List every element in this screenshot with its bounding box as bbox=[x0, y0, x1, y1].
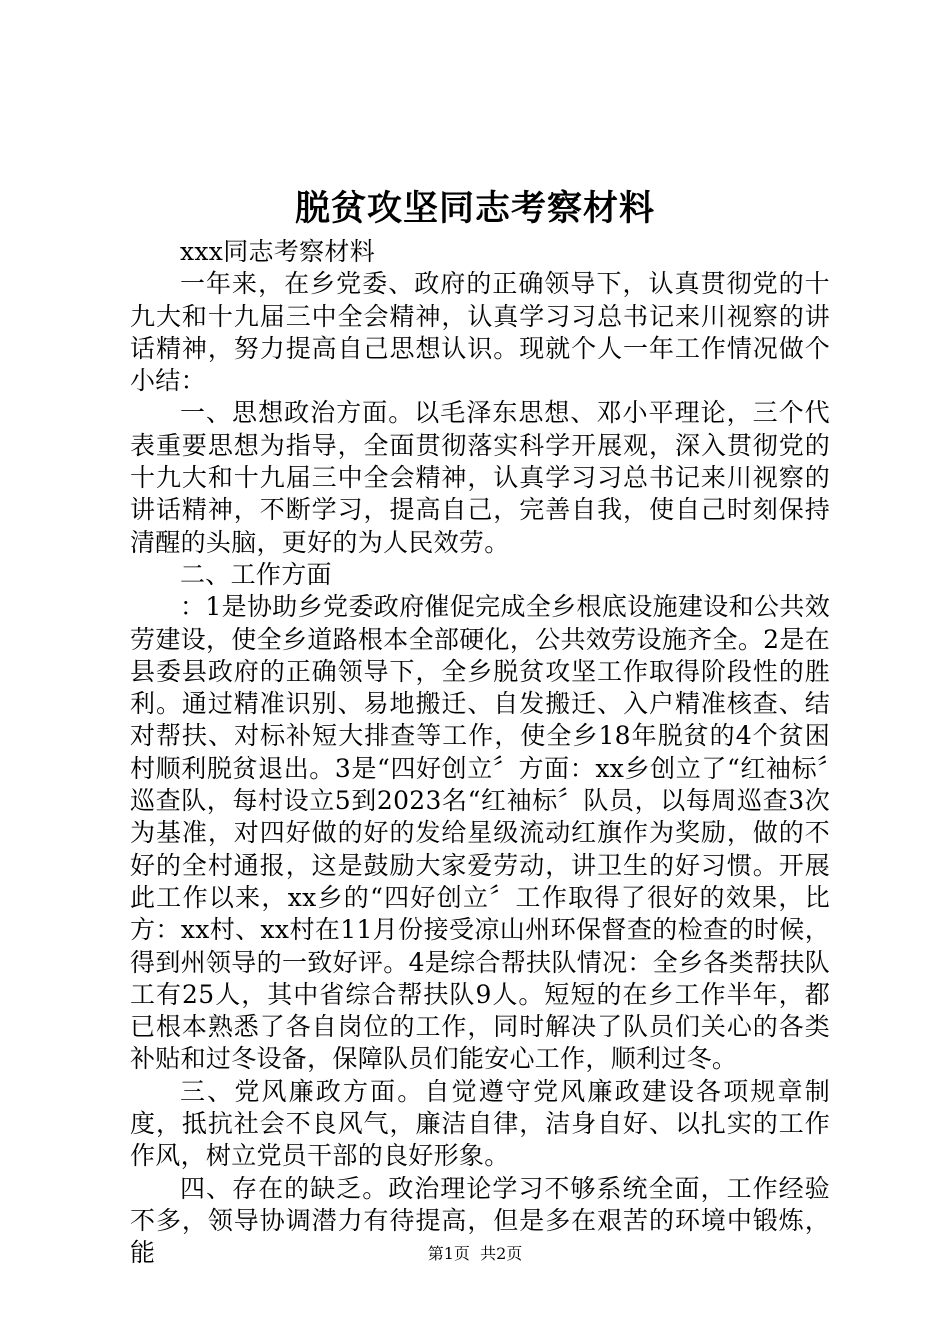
paragraph-integrity: 三、党风廉政方面。自觉遵守党风廉政建设各项规章制度，抵抗社会不良风气，廉洁自律，洁身自好、以扎实的工作作风，树立党员干部的良好形象。 bbox=[130, 1076, 830, 1171]
document-title: 脱贫攻坚同志考察材料 bbox=[294, 188, 655, 229]
page-footer bbox=[0, 1244, 950, 1264]
page-total: 共2页 bbox=[480, 1244, 523, 1263]
paragraph-subtitle: xxx同志考察材料 bbox=[180, 237, 375, 266]
paragraph-work-details: ：1是协助乡党委政府催促完成全乡根底设施建设和公共效劳建设，使全乡道路根本全部硬化，公共效劳设施齐全。2是在县委县政府的正确领导下，全乡脱贫攻坚工作取得阶段性的胜利。通过精准识别、易地搬迁、自发搬迁、入户精准核查、结对帮扶、对标补短大排查等工作，使全乡18年脱贫的4个贫困村顺利脱贫退出。3是“四好创立〞方面：xx乡创立了“红袖标〞巡查队，每村设立5到2023名“红袖标〞队员，以每周巡查3次为基准，对四好做的好的发给星级流动红旗作为奖励，做的不好的全村通报，这是鼓励大家爱劳动，讲卫生的好习惯。开展此工作以来，xx乡的“四好创立〞工作取得了很好的效果，比方：xx村、xx村在11月份接受凉山州环保督查的检查的时候，得到州领导的一致好评。4是综合帮扶队情况：全乡各类帮扶队工有25人，其中省综合帮扶队9人。短短的在乡工作半年，都已根本熟悉了各自岗位的工作，同时解决了队员们关心的各类补贴和过冬设备，保障队员们能安心工作，顺利过冬。 bbox=[130, 592, 830, 1074]
paragraph-work-heading: 二、工作方面 bbox=[180, 559, 332, 589]
document-body bbox=[130, 236, 830, 1270]
paragraph-intro: 一年来，在乡党委、政府的正确领导下，认真贯彻党的十九大和十九届三中全会精神，认真学习习总书记来川视察的讲话精神，努力提高自己思想认识。现就个人一年工作情况做个小结： bbox=[130, 269, 830, 396]
page-number: 第1页 bbox=[427, 1244, 470, 1263]
paragraph-political-thought: 一、思想政治方面。以毛泽东思想、邓小平理论，三个代表重要思想为指导，全面贯彻落实科学开展观，深入贯彻党的十九大和十九届三中全会精神，认真学习习总书记来川视察的讲话精神，不断学习，提高自己，完善自我，使自己时刻保持清醒的头脑，更好的为人民效劳。 bbox=[130, 398, 830, 557]
paragraph-shortcomings: 四、存在的缺乏。政治理论学习不够系统全面，工作经验不多，领导协调潜力有待提高，但是多在艰苦的环境中锻炼，能 bbox=[130, 1173, 830, 1268]
